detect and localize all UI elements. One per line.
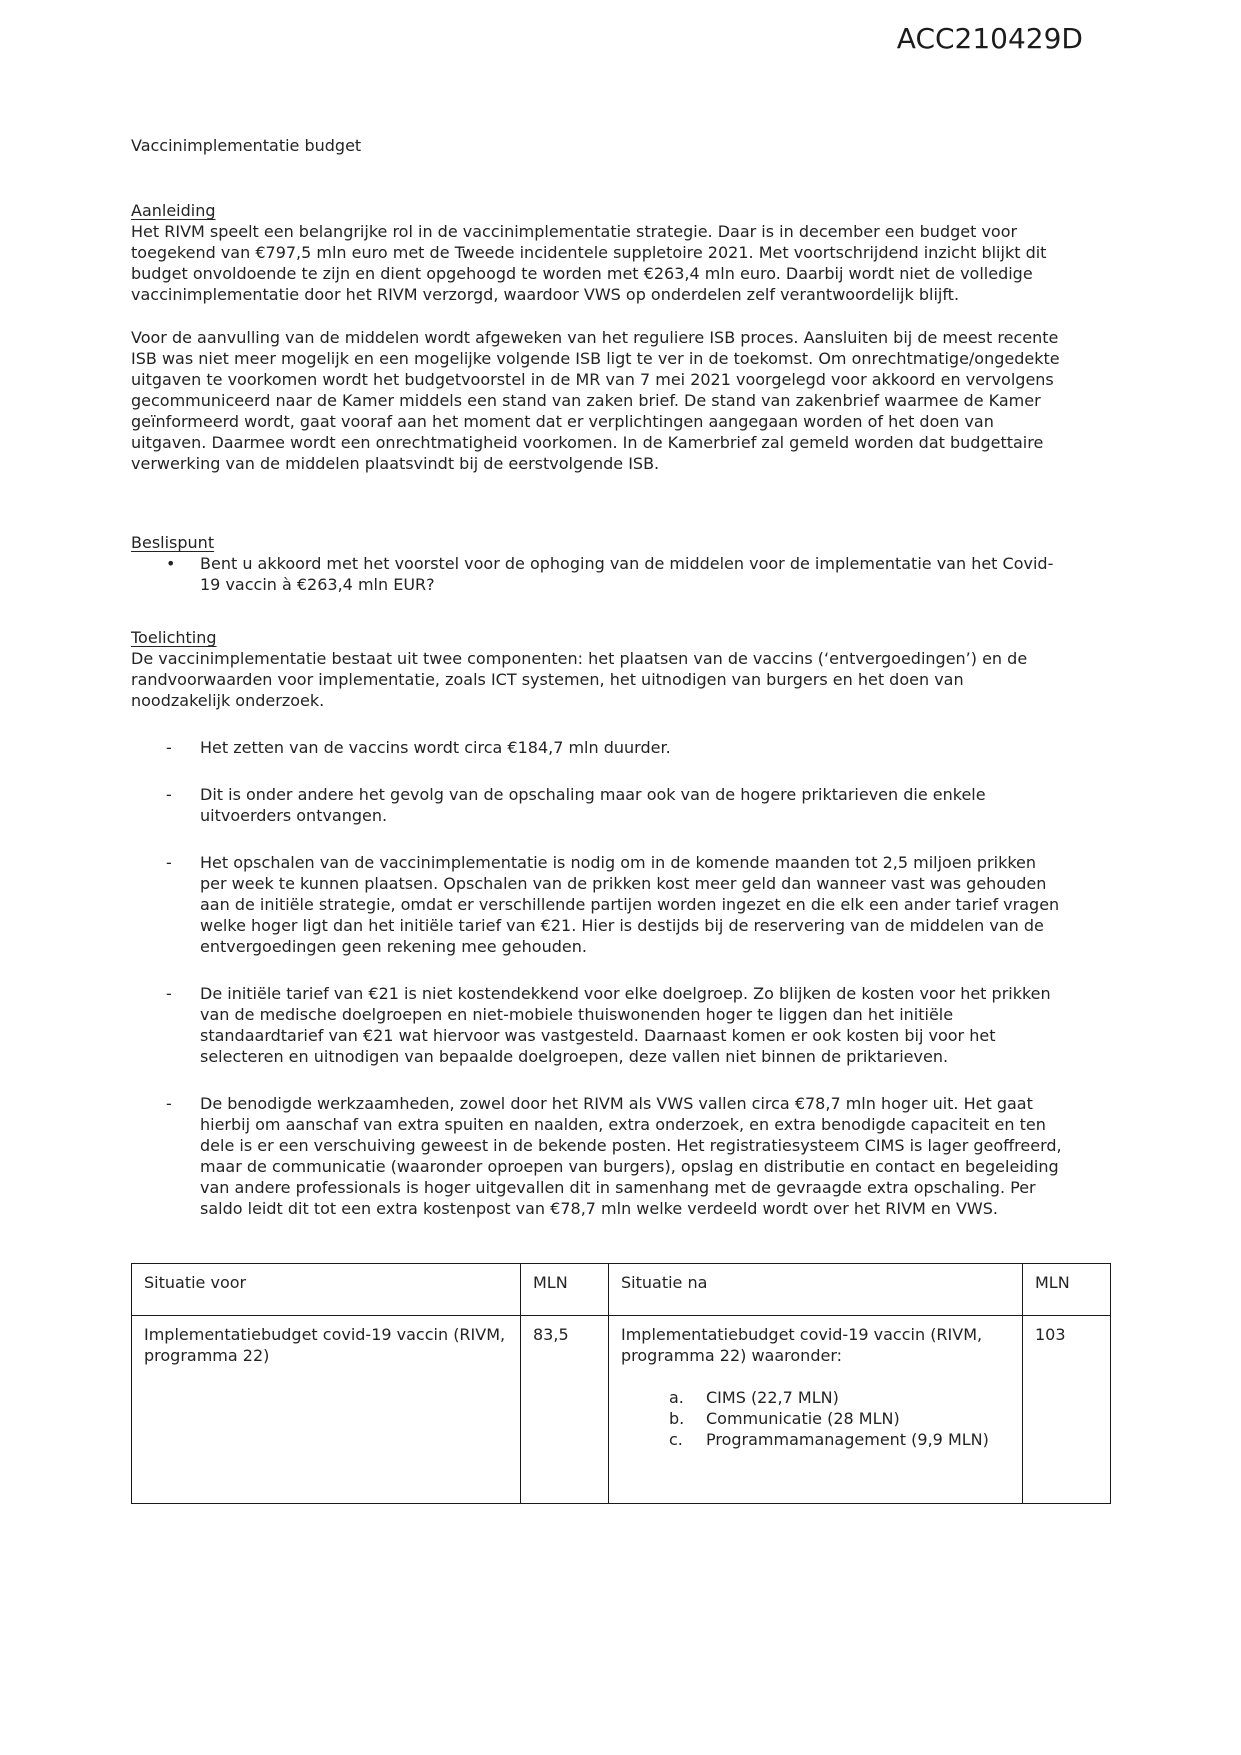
table-header-situatie-voor: Situatie voor	[132, 1264, 521, 1316]
toelichting-dash-list	[131, 737, 1063, 1219]
situatie-na-sub-list	[621, 1387, 1012, 1450]
table-row	[132, 1316, 1111, 1504]
document-body	[131, 135, 1070, 1504]
sub-item-marker: a.	[669, 1388, 684, 1407]
cell-situatie-voor: Implementatiebudget covid-19 vaccin (RIVM, programma 22)	[132, 1316, 521, 1504]
beslispunt-bullet-item	[131, 553, 1063, 595]
sub-item	[621, 1387, 1012, 1408]
dash-marker: -	[166, 738, 172, 757]
dash-item	[131, 1093, 1063, 1219]
sub-item	[621, 1429, 1012, 1450]
dash-item-text: Het opschalen van de vaccinimplementatie is nodig om in de komende maanden tot 2,5 miljoen prikken per week te kunnen plaatsen. Opschalen van de prikken kost meer geld dan wanneer vast was gehouden aan de initiële strategie, omdat er verschillende partijen worden ingezet en die elk een ander tarief vragen welke hoger ligt dan het initiële tarief van €21. Hier is destijds bij de reservering van de middelen van de entvergoedingen geen rekening mee gehouden.	[200, 853, 1060, 956]
situatie-na-intro: Implementatiebudget covid-19 vaccin (RIVM, programma 22) waaronder:	[621, 1325, 983, 1365]
dash-marker: -	[166, 1094, 172, 1113]
dash-item-text: Dit is onder andere het gevolg van de opschaling maar ook van de hogere priktarieven die enkele uitvoerders ontvangen.	[200, 785, 986, 825]
dash-marker: -	[166, 785, 172, 804]
dash-item-text: De initiële tarief van €21 is niet kostendekkend voor elke doelgroep. Zo blijken de kosten voor het prikken van de medische doelgroepen en niet-mobiele thuiswonenden hoger te liggen dan het initiële standaardtarief van €21 wat hiervoor was vastgesteld. Daarnaast komen er ook kosten bij voor het selecteren en uitnodigen van bepaalde doelgroepen, deze vallen niet binnen de priktarieven.	[200, 984, 1051, 1066]
cell-mln-na: 103	[1023, 1316, 1111, 1504]
beslispunt-bullet-list	[131, 553, 1063, 595]
cell-mln-voor: 83,5	[521, 1316, 609, 1504]
dash-marker: -	[166, 853, 172, 872]
table-header-situatie-na: Situatie na	[609, 1264, 1023, 1316]
section-heading-toelichting: Toelichting	[131, 628, 217, 647]
document-title: Vaccinimplementatie budget	[131, 136, 362, 155]
dash-item-text: Het zetten van de vaccins wordt circa €184,7 mln duurder.	[200, 738, 671, 757]
sub-item	[621, 1408, 1012, 1429]
sub-item-marker: b.	[669, 1409, 685, 1428]
dash-item	[131, 852, 1063, 957]
dash-item	[131, 983, 1063, 1067]
section-heading-beslispunt: Beslispunt	[131, 533, 215, 552]
section-toelichting	[131, 627, 1063, 1219]
section-heading-aanleiding: Aanleiding	[131, 201, 216, 220]
aanleiding-paragraph-1: Het RIVM speelt een belangrijke rol in de vaccinimplementatie strategie. Daar is in december een budget voor toegekend van €797,5 mln euro met de Tweede incidentele suppletoire 2021. Met voortschrijdend inzicht blijkt dit budget onvoldoende te zijn en dient opgehoogd te worden met €263,4 mln euro. Daarbij wordt niet de volledige vaccinimplementatie door het RIVM verzorgd, waardoor VWS op onderdelen zelf verantwoordelijk blijft.	[131, 222, 1047, 304]
sub-item-text: Communicatie (28 MLN)	[706, 1409, 900, 1428]
table-header-row	[132, 1264, 1111, 1316]
dash-item	[131, 784, 1063, 826]
aanleiding-paragraph-2: Voor de aanvulling van de middelen wordt afgeweken van het reguliere ISB proces. Aansluiten bij de meest recente ISB was niet meer mogelijk en een mogelijke volgende ISB ligt te ver in de toekomst. Om onrechtmatige/ongedekte uitgaven te voorkomen wordt het budgetvoorstel in de MR van 7 mei 2021 voorgelegd voor akkoord en vervolgens gecommuniceerd naar de Kamer middels een stand van zaken brief. De stand van zakenbrief waarmee de Kamer geïnformeerd wordt, gaat vooraf aan het moment dat er verplichtingen aangegaan worden of het doen van uitgaven. Daarmee wordt een onrechtmatigheid voorkomen. In de Kamerbrief zal gemeld worden dat budgettaire verwerking van de middelen plaatsvindt bij de eerstvolgende ISB.	[131, 328, 1060, 473]
sub-item-marker: c.	[669, 1430, 683, 1449]
section-aanleiding	[131, 200, 1063, 474]
beslispunt-bullet-text: Bent u akkoord met het voorstel voor de ophoging van de middelen voor de implementatie van het Covid-19 vaccin à €263,4 mln EUR?	[200, 554, 1054, 594]
section-beslispunt	[131, 532, 1063, 595]
sub-item-text: CIMS (22,7 MLN)	[706, 1388, 839, 1407]
table-header-mln-na: MLN	[1023, 1264, 1111, 1316]
cell-situatie-na	[609, 1316, 1023, 1504]
table-header-mln-voor: MLN	[521, 1264, 609, 1316]
dash-item	[131, 737, 1063, 758]
dash-marker: -	[166, 984, 172, 1003]
toelichting-intro: De vaccinimplementatie bestaat uit twee componenten: het plaatsen van de vaccins (‘entvergoedingen’) en de randvoorwaarden voor implementatie, zoals ICT systemen, het uitnodigen van burgers en het doen van noodzakelijk onderzoek.	[131, 649, 1028, 710]
situatie-budget-table	[131, 1263, 1111, 1504]
dash-item-text: De benodigde werkzaamheden, zowel door het RIVM als VWS vallen circa €78,7 mln hoger uit. Het gaat hierbij om aanschaf van extra spuiten en naalden, extra onderzoek, en extra benodigde capaciteit en ten dele is er een verschuiving geweest in de bekende posten. Het registratiesysteem CIMS is lager geoffreerd, maar de communicatie (waaronder oproepen van burgers), opslag en distributie en contact en begeleiding van andere professionals is hoger uitgevallen dit in samenhang met de gevraagde extra opschaling. Per saldo leidt dit tot een extra kostenpost van €78,7 mln welke verdeeld wordt over het RIVM en VWS.	[200, 1094, 1062, 1218]
sub-item-text: Programmamanagement (9,9 MLN)	[706, 1430, 989, 1449]
document-reference-id: ACC210429D	[896, 22, 1083, 55]
bullet-marker: •	[166, 554, 176, 573]
